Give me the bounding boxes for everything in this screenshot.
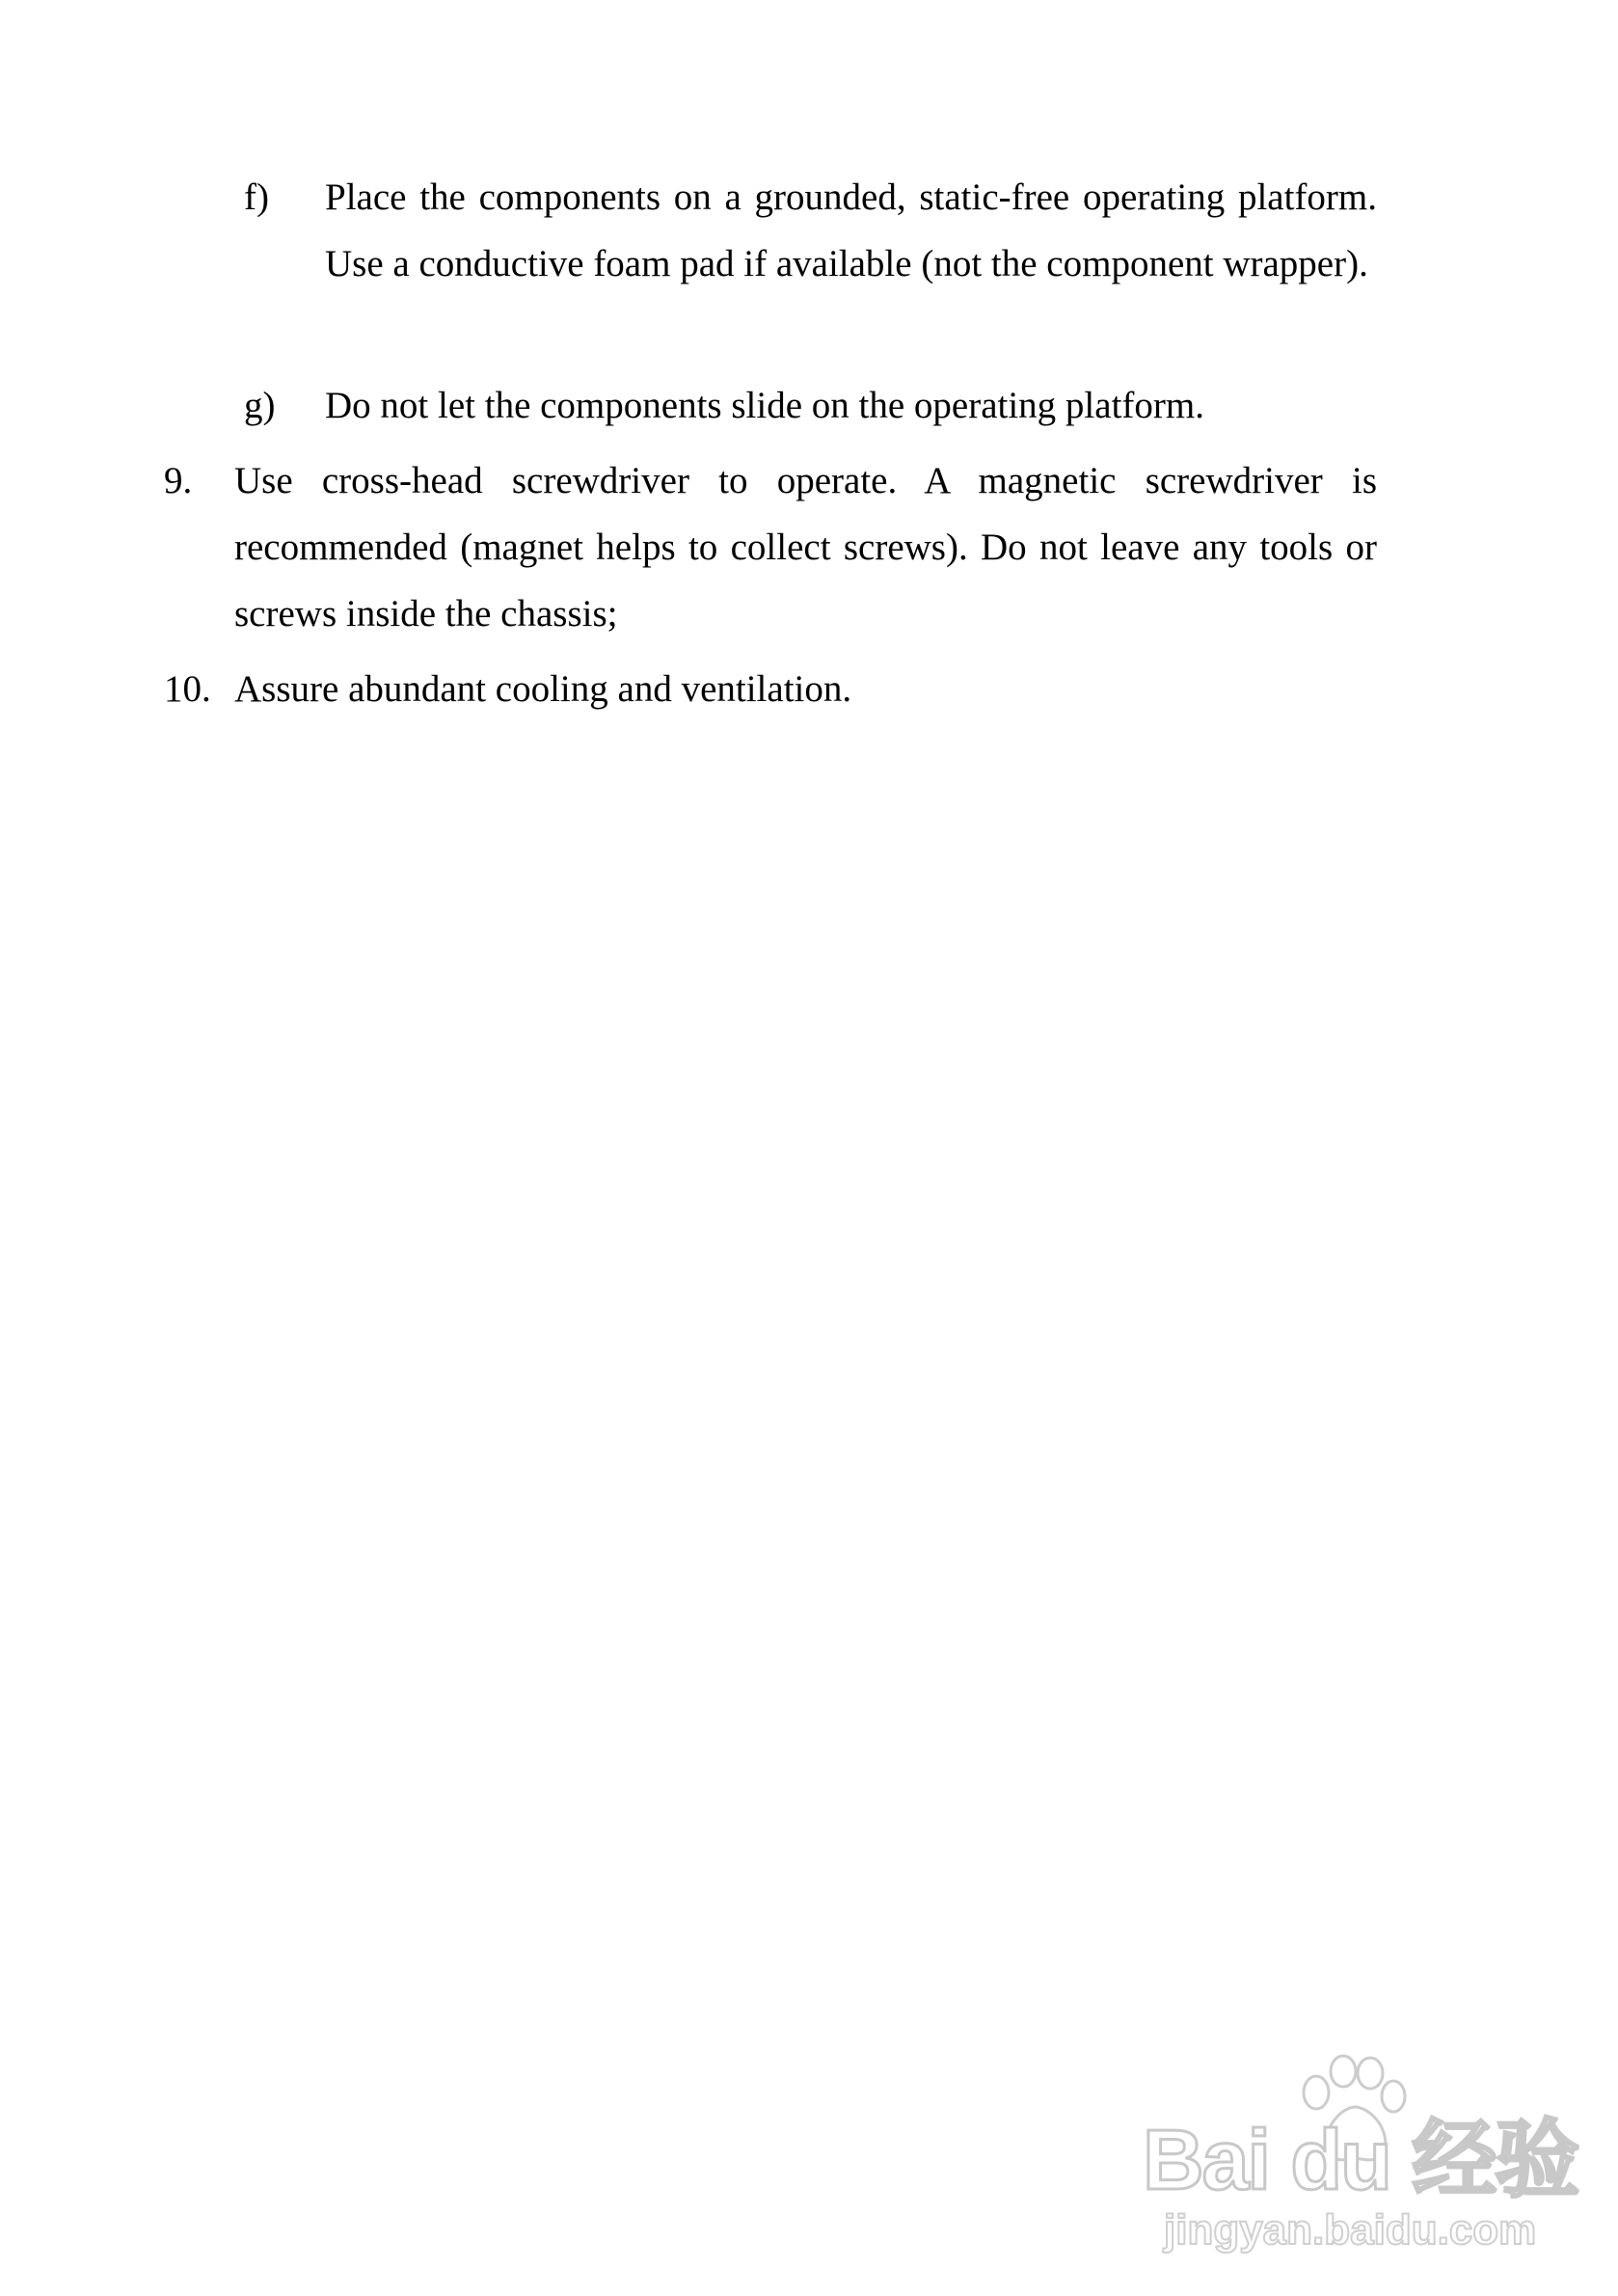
- watermark-logo: Bai du 经验: [1143, 2112, 1578, 2207]
- baidu-watermark: [1143, 2054, 1578, 2266]
- list-item-text: Do not let the components slide on the operating platform.: [325, 385, 1204, 426]
- watermark-url: jingyan.baidu.com: [1164, 2206, 1537, 2254]
- list-marker: 10.: [164, 668, 211, 710]
- list-item-text: Place the components on a grounded, static-free operating platform. Use a conductive foam pad if available (not the component wrapper).: [325, 176, 1377, 284]
- list-marker: f): [244, 176, 269, 218]
- list-marker: g): [244, 385, 276, 426]
- list-marker: 9.: [164, 460, 193, 501]
- list-item-text: Assure abundant cooling and ventilation.: [234, 668, 852, 710]
- list-item-text: Use cross-head screwdriver to operate. A magnetic screwdriver is recommended (magnet helps to collect screws). Do not leave any tools or screws inside the chassis;: [234, 460, 1377, 635]
